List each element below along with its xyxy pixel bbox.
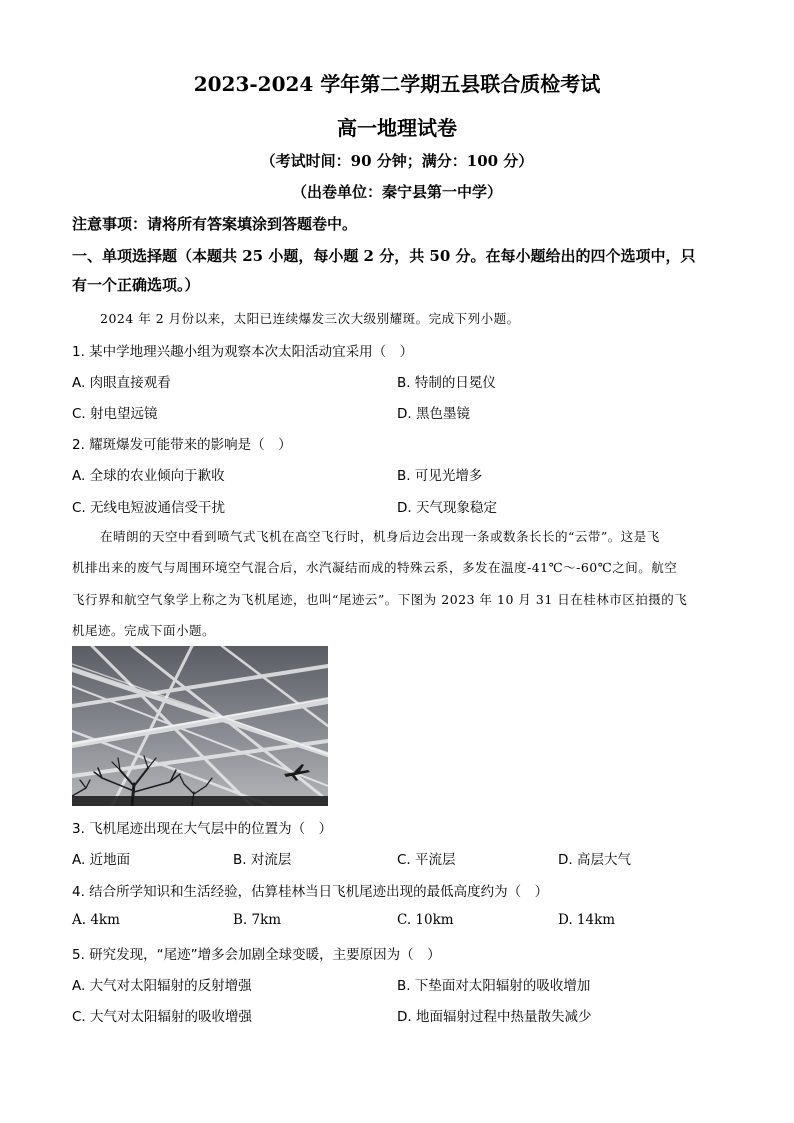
exam-title: 2023-2024 学年第二学期五县联合质检考试 xyxy=(193,72,601,96)
question-4-option-d: D. 14km xyxy=(558,912,616,928)
intro-contrail-line1: 在晴朗的天空中看到喷气式飞机在高空飞行时，机身后边会出现一条或数条长长的“云带”。这是飞 xyxy=(100,529,660,544)
question-2-option-a: A. 全球的农业倾向于歉收 xyxy=(72,468,225,484)
exam-info: （考试时间：90 分钟；满分：100 分） xyxy=(260,152,534,170)
question-4-option-a: A. 4km xyxy=(72,912,120,928)
question-5-option-c: C. 大气对太阳辐射的吸收增强 xyxy=(72,1009,253,1025)
question-3-option-c: C. 平流层 xyxy=(397,852,456,868)
question-1-option-a: A. 肉眼直接观看 xyxy=(72,375,171,391)
question-2-stem: 2. 耀斑爆发可能带来的影响是（ ） xyxy=(72,437,292,453)
paper-subtitle: 高一地理试卷 xyxy=(337,116,457,140)
question-2-option-b: B. 可见光增多 xyxy=(397,468,483,484)
intro-contrail-line3: 飞行界和航空气象学上称之为飞机尾迹，也叫“尾迹云”。下图为 2023 年 10 月 31 日在桂林市区拍摄的飞 xyxy=(72,592,688,607)
intro-solar-flare: 2024 年 2 月份以来，太阳已连续爆发三次大级别耀斑。完成下列小题。 xyxy=(100,311,520,326)
question-1-option-d: D. 黑色墨镜 xyxy=(397,406,470,422)
section-heading-line1: 一、单项选择题（本题共 25 小题，每小题 2 分，共 50 分。在每小题给出的四个选项中，只 xyxy=(72,247,696,265)
question-3-option-a: A. 近地面 xyxy=(72,852,131,868)
question-2-option-d: D. 天气现象稳定 xyxy=(397,500,497,516)
question-3-option-d: D. 高层大气 xyxy=(558,852,631,868)
question-4-stem: 4. 结合所学知识和生活经验，估算桂林当日飞机尾迹出现的最低高度约为（ ） xyxy=(72,884,549,900)
question-3-option-b: B. 对流层 xyxy=(233,852,292,868)
question-1-stem: 1. 某中学地理兴趣小组为观察本次太阳活动宜采用（ ） xyxy=(72,344,414,360)
question-4-option-c: C. 10km xyxy=(397,912,454,928)
question-5-option-d: D. 地面辐射过程中热量散失减少 xyxy=(397,1009,592,1025)
question-5-stem: 5. 研究发现，“尾迹”增多会加剧全球变暖，主要原因为（ ） xyxy=(72,947,441,963)
question-1-option-c: C. 射电望远镜 xyxy=(72,406,158,422)
question-5-option-a: A. 大气对太阳辐射的反射增强 xyxy=(72,978,252,994)
section-heading-line2: 有一个正确选项。） xyxy=(72,276,200,294)
contrail-photo xyxy=(72,646,328,806)
question-5-option-b: B. 下垫面对太阳辐射的吸收增加 xyxy=(397,978,591,994)
question-4-option-b: B. 7km xyxy=(233,912,282,928)
question-1-option-b: B. 特制的日冕仪 xyxy=(397,375,496,391)
issuing-unit: （出卷单位：秦宁县第一中学） xyxy=(291,183,502,201)
intro-contrail-line4: 机尾迹。完成下面小题。 xyxy=(72,623,216,638)
question-2-option-c: C. 无线电短波通信受干扰 xyxy=(72,500,226,516)
intro-contrail-line2: 机排出来的废气与周围环境空气混合后，水汽凝结而成的特殊云系，多发在温度-41℃～-60℃之间。航空 xyxy=(72,560,678,575)
question-3-stem: 3. 飞机尾迹出现在大气层中的位置为（ ） xyxy=(72,821,333,837)
notice: 注意事项：请将所有答案填涂到答题卷中。 xyxy=(72,215,358,233)
